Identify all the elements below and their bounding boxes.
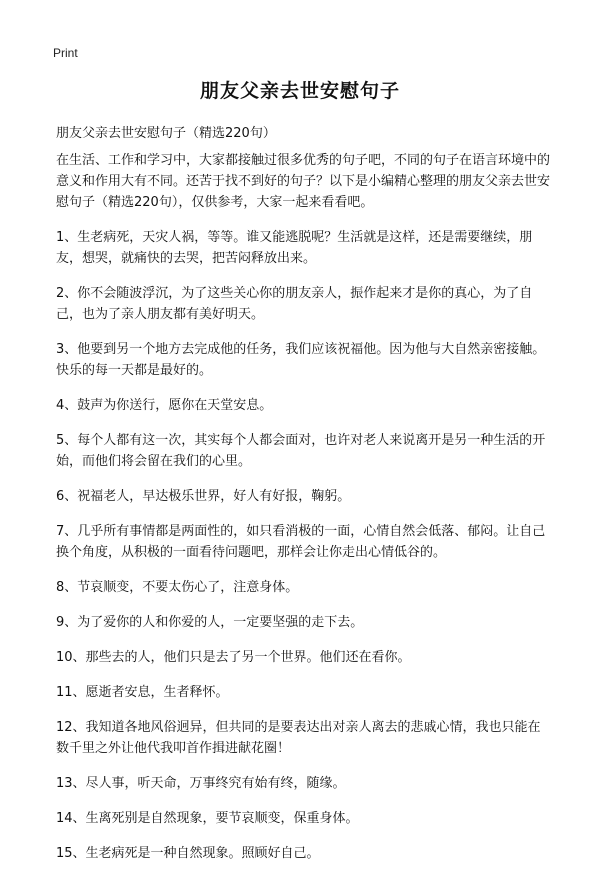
list-item: 4、鼓声为你送行，愿你在天堂安息。 [56, 398, 273, 413]
list-item: 10、那些去的人，他们只是去了另一个世界。他们还在看你。 [56, 650, 411, 665]
list-item: 13、尽人事，听天命，万事终究有始有终，随缘。 [56, 776, 346, 791]
list-item: 7、几乎所有事情都是两面性的，如只看消极的一面，心情自然会低落、郁闷。让自己换个角度，从积极的一面看待问题吧，那样会让你走出心情低谷的。 [56, 524, 546, 560]
list-item: 12、我知道各地风俗迥异，但共同的是要表达出对亲人离去的悲戚心情，我也只能在数千里之外让他代我叩首作揖进献花圈！ [56, 720, 541, 756]
list-item: 14、生离死别是自然现象，要节哀顺变，保重身体。 [56, 811, 359, 826]
intro-paragraph: 在生活、工作和学习中，大家都接触过很多优秀的句子吧，不同的句子在语言环境中的意义和作用大有不同。还苦于找不到好的句子？以下是小编精心整理的朋友父亲去世安慰句子（精选220句），仅供参考，大家一起来看看吧。 [56, 153, 551, 210]
list-item: 2、你不会随波浮沉，为了这些关心你的朋友亲人，振作起来才是你的真心，为了自己，也为了亲人朋友都有美好明天。 [56, 286, 533, 322]
article-body [56, 150, 551, 878]
list-item: 3、他要到另一个地方去完成他的任务，我们应该祝福他。因为他与大自然亲密接触。快乐的每一天都是最好的。 [56, 342, 546, 378]
print-link[interactable]: Print [53, 46, 78, 60]
list-item: 9、为了爱你的人和你爱的人，一定要坚强的走下去。 [56, 615, 364, 630]
page-title: 朋友父亲去世安慰句子 [199, 80, 400, 102]
list-item: 11、愿逝者安息，生者释怀。 [56, 685, 229, 700]
page-subtitle: 朋友父亲去世安慰句子（精选220句） [56, 126, 276, 141]
list-item: 6、祝福老人，早达极乐世界，好人有好报，鞠躬。 [56, 489, 351, 504]
list-item: 15、生老病死是一种自然现象。照顾好自己。 [56, 846, 320, 861]
list-item: 5、每个人都有这一次，其实每个人都会面对，也许对老人来说离开是另一种生活的开始，而他们将会留在我们的心里。 [56, 433, 546, 469]
list-item: 8、节哀顺变，不要太伤心了，注意身体。 [56, 580, 299, 595]
list-item: 1、生老病死，天灾人祸，等等。谁又能逃脱呢？生活就是这样，还是需要继续，朋友，想哭，就痛快的去哭，把苦闷释放出来。 [56, 230, 533, 266]
